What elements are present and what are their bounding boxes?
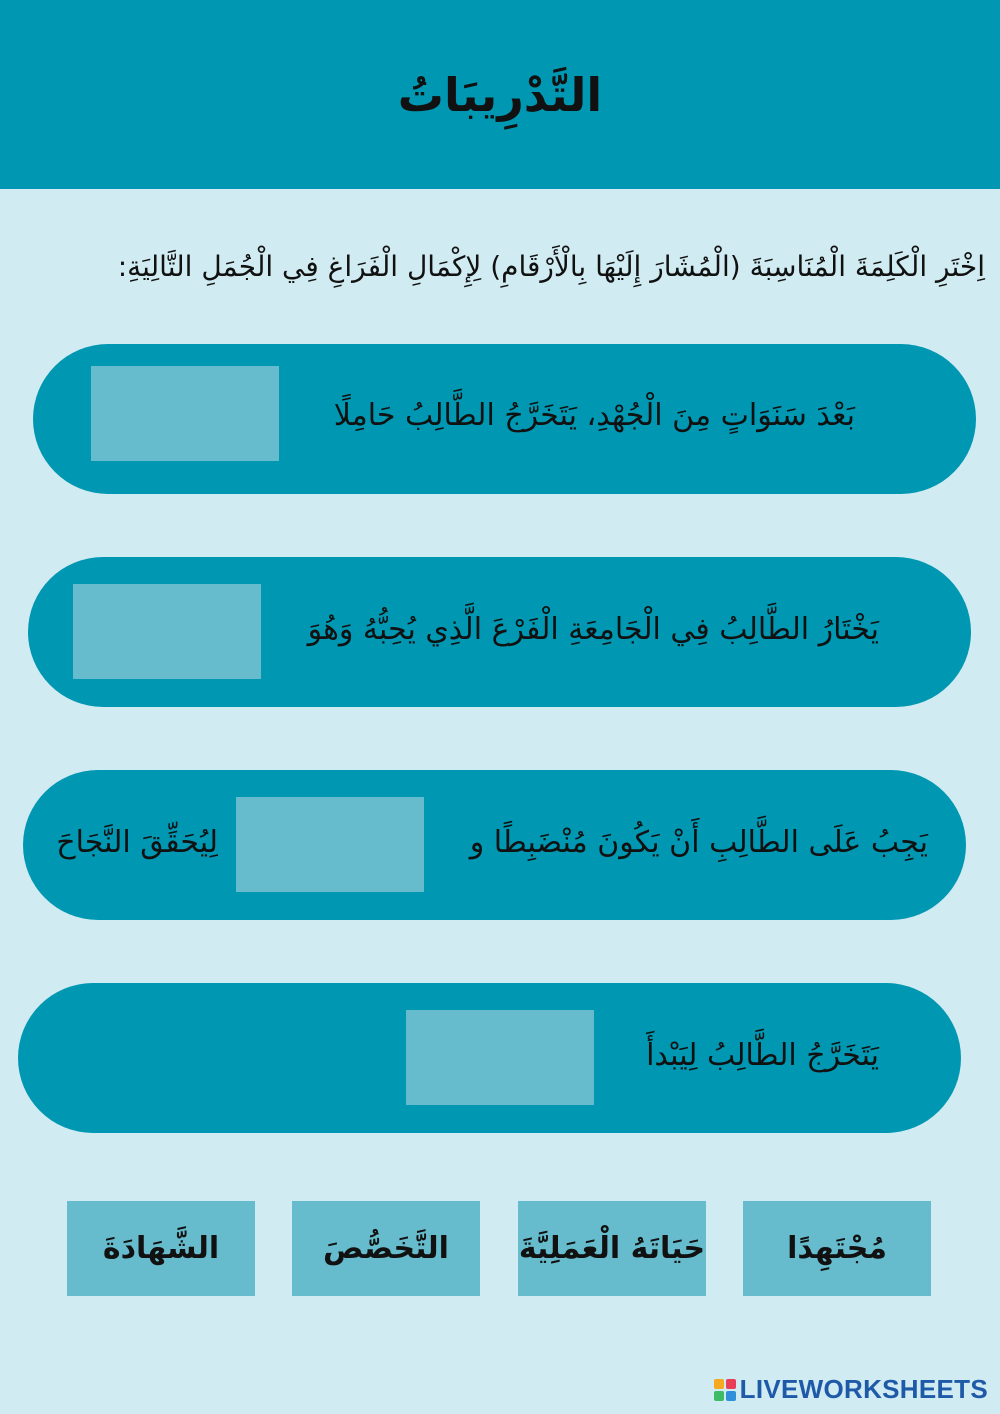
- answer-blank-4[interactable]: [406, 1010, 594, 1105]
- word-option-3[interactable]: التَّخَصُّصَ: [292, 1201, 480, 1296]
- logo-mark-icon: [714, 1379, 736, 1401]
- page-title: التَّدْرِيبَاتُ: [397, 67, 603, 122]
- sentence-text-3: يَجِبُ عَلَى الطَّالِبِ أَنْ يَكُونَ مُنْضَبِطًا و: [469, 825, 928, 860]
- logo-square-icon: [714, 1379, 724, 1389]
- answer-blank-2[interactable]: [73, 584, 261, 679]
- sentence-text-4: يَتَخَرَّجُ الطَّالِبُ لِيَبْدأَ: [646, 1038, 879, 1073]
- sentence-text-1: بَعْدَ سَنَوَاتٍ مِنَ الْجُهْدِ، يَتَخَرَّجُ الطَّالِبُ حَامِلًا: [333, 398, 855, 433]
- header-banner: [0, 0, 1000, 189]
- answer-blank-1[interactable]: [91, 366, 279, 461]
- word-option-1[interactable]: مُجْتَهِدًا: [743, 1201, 931, 1296]
- sentence-text-2: يَخْتَارُ الطَّالِبُ فِي الْجَامِعَةِ الْفَرْعَ الَّذِي يُحِبُّهُ وَهُوَ: [307, 612, 879, 647]
- instruction-text: اِخْتَرِ الْكَلِمَةَ الْمُنَاسِبَةَ (الْمُشَارَ إِلَيْهَا بِالْأَرْقَامِ) لِإِكْمَالِ الْفَرَاغِ فِي الْجُمَلِ التَّالِيَةِ:: [117, 250, 985, 283]
- sentence-text-3-after: لِيُحَقِّقَ النَّجَاحَ: [56, 825, 218, 860]
- word-option-4[interactable]: الشَّهَادَةَ: [67, 1201, 255, 1296]
- word-option-2[interactable]: حَيَاتَهُ الْعَمَلِيَّةَ: [518, 1201, 706, 1296]
- logo-square-icon: [714, 1391, 724, 1401]
- liveworksheets-logo: [714, 1374, 988, 1405]
- logo-square-icon: [726, 1391, 736, 1401]
- logo-square-icon: [726, 1379, 736, 1389]
- answer-blank-3[interactable]: [236, 797, 424, 892]
- logo-text: LIVEWORKSHEETS: [739, 1374, 988, 1404]
